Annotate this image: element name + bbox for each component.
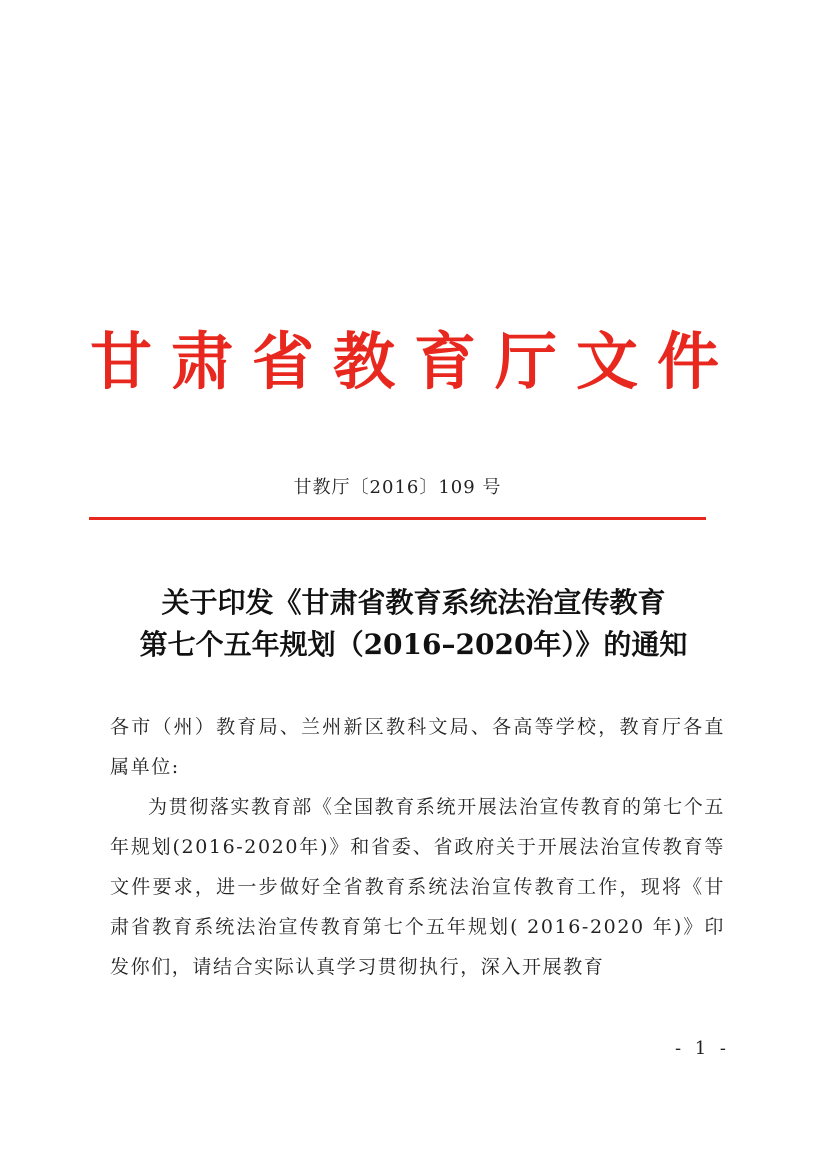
notice-title-line-2: 第七个五年规划（2016–2020年）》的通知 xyxy=(139,628,688,661)
notice-title xyxy=(60,582,767,666)
notice-body xyxy=(110,707,725,987)
body-paragraph: 为贯彻落实教育部《全国教育系统开展法治宣传教育的第七个五年规划(2016-2020年)》和省委、省政府关于开展法治宣传教育等文件要求，进一步做好全省教育系统法治宣传教育工作，现将《甘肃省教育系统法治宣传教育第七个五年规划( 2016-2020 年)》印发你们，请结合实际认真学习贯彻执行，深入开展教育 xyxy=(110,796,725,978)
document-number: 甘教厅〔2016〕109 号 xyxy=(293,477,502,498)
page-number: - 1 - xyxy=(674,1038,730,1059)
salutation: 各市（州）教育局、兰州新区教科文局、各高等学校，教育厅各直属单位: xyxy=(110,716,725,778)
red-divider-line xyxy=(89,517,706,520)
agency-header-title: 甘肃省教育厅文件 xyxy=(90,325,739,398)
notice-title-line-1: 关于印发《甘肃省教育系统法治宣传教育 xyxy=(161,586,666,619)
